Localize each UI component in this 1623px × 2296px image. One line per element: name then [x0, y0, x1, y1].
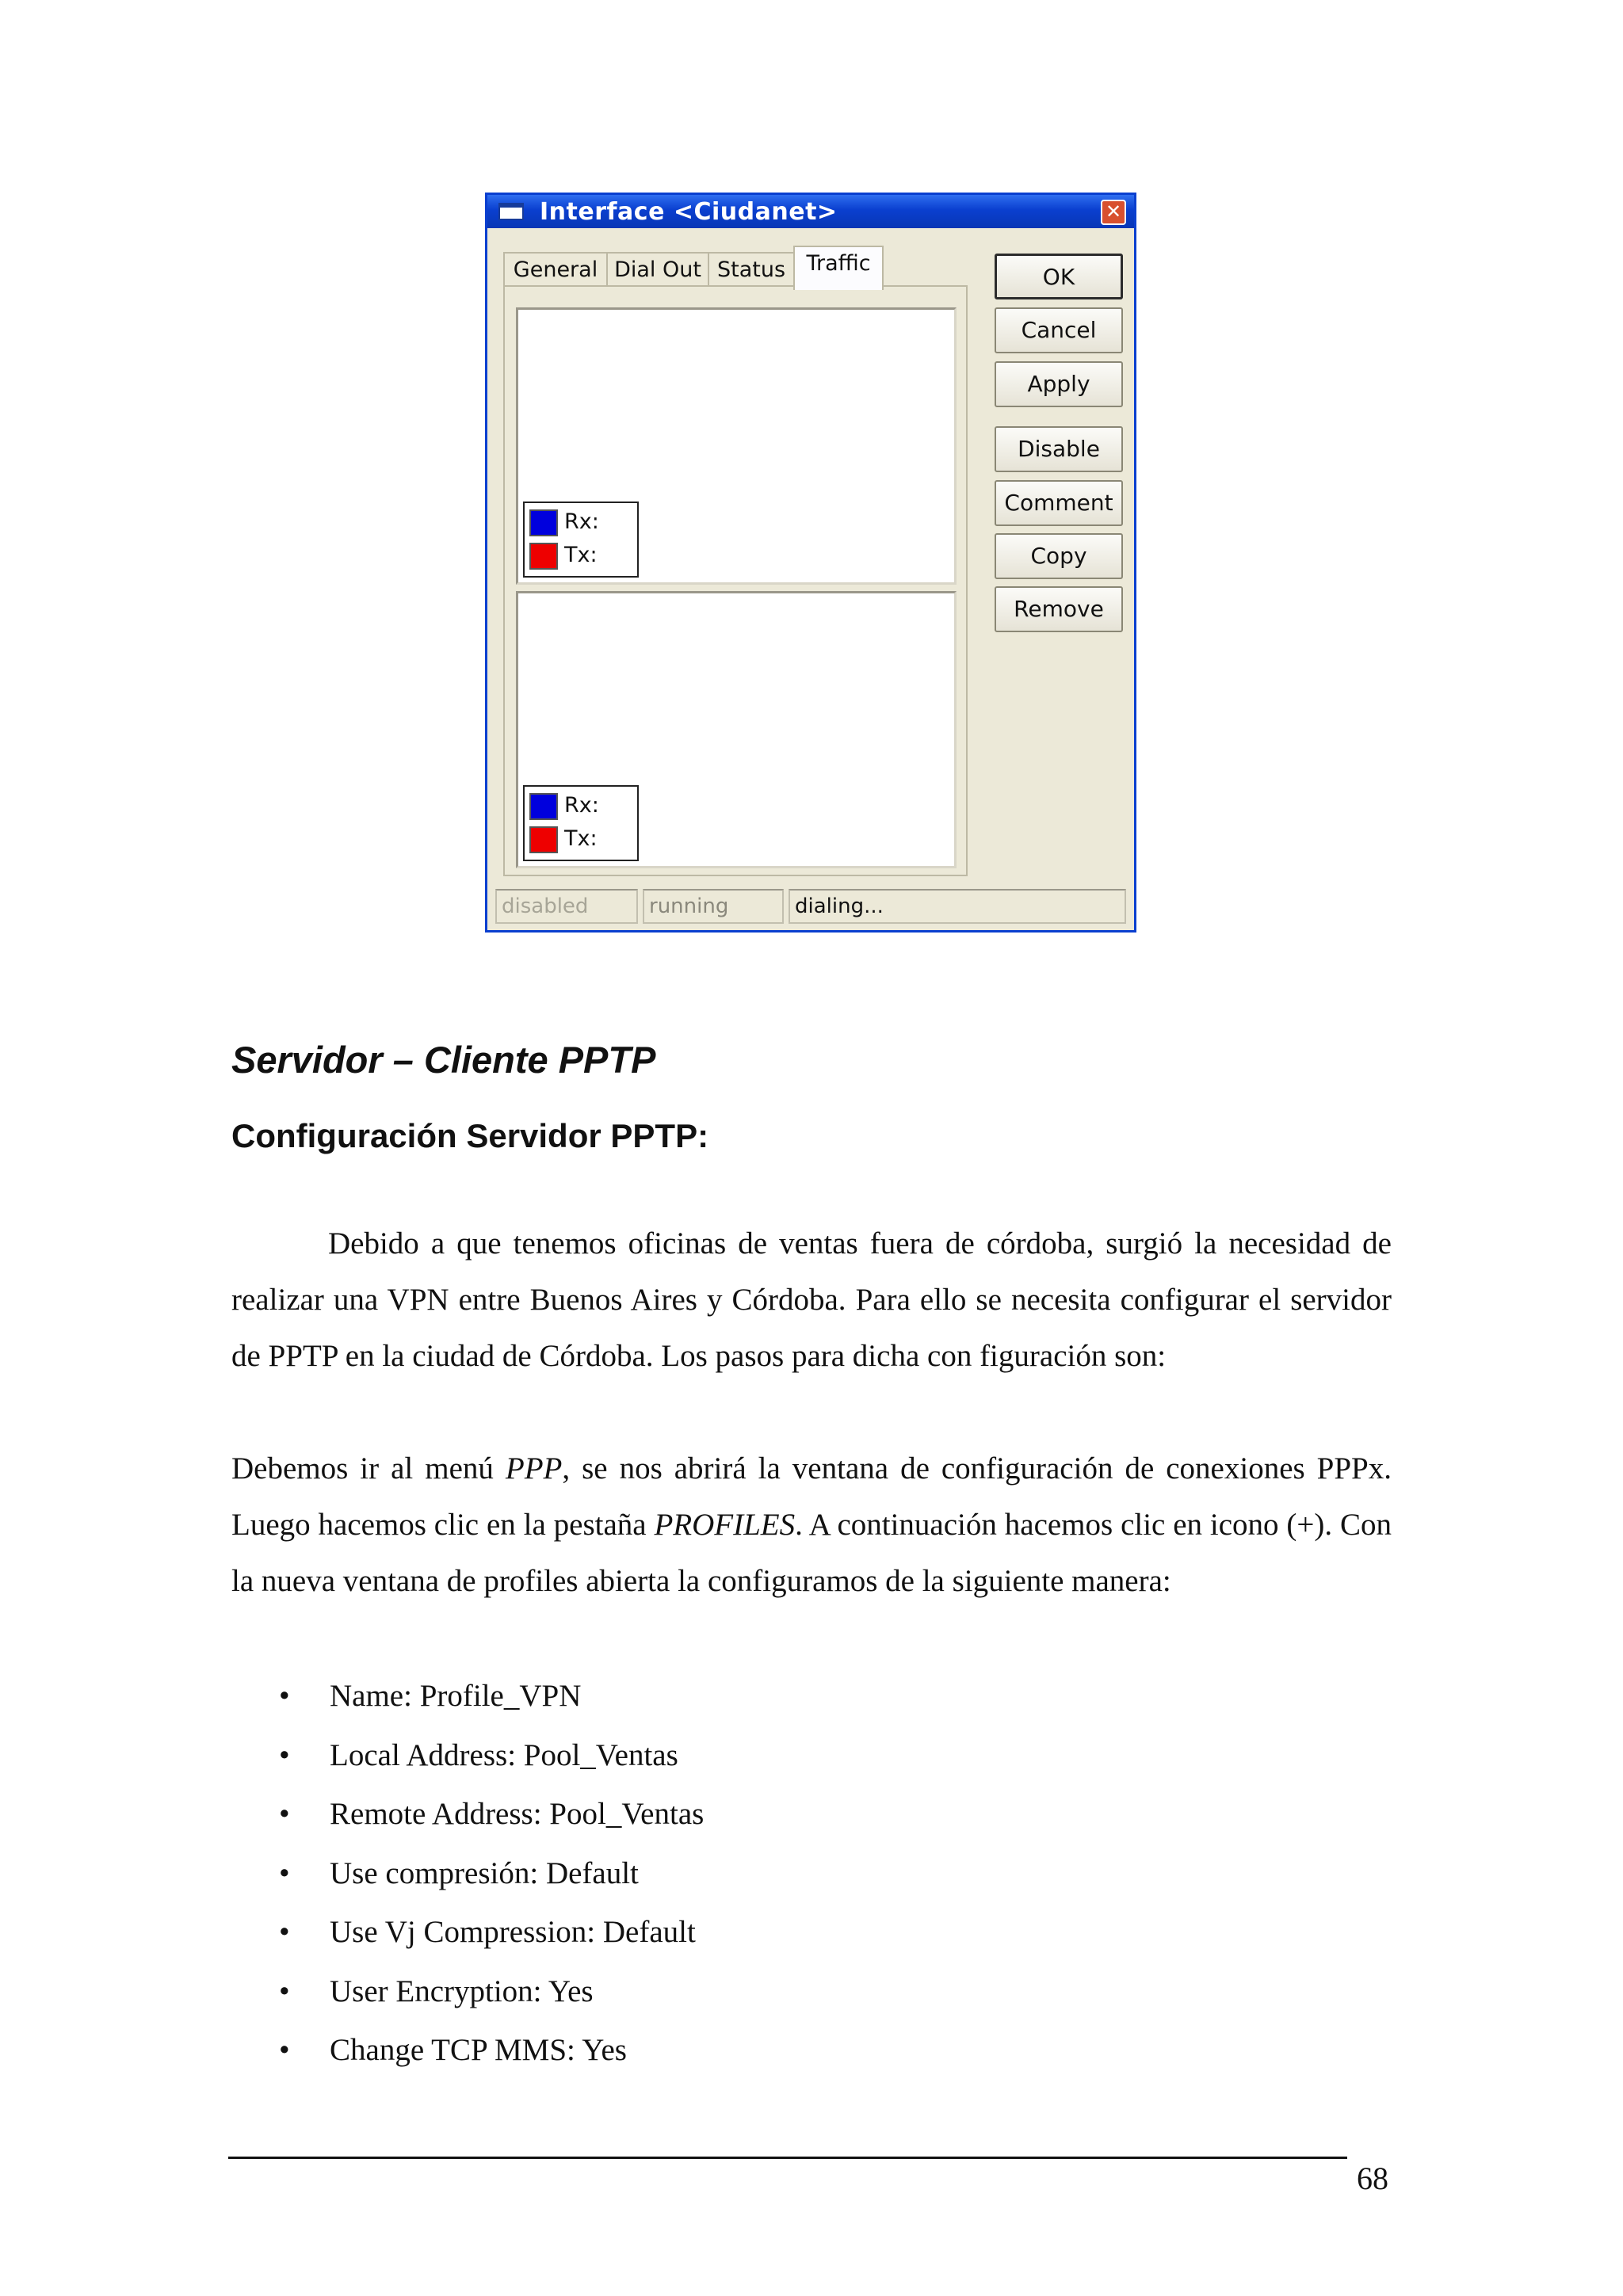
comment-button[interactable]: Comment — [995, 480, 1123, 526]
list-item-text: Name: Profile_VPN — [330, 1679, 582, 1713]
footer-divider — [228, 2157, 1347, 2159]
graph-legend — [523, 785, 639, 861]
status-bar — [495, 889, 1126, 925]
tab-traffic[interactable]: Traffic — [793, 246, 884, 290]
list-item — [231, 1726, 1392, 1786]
section-heading: Servidor – Cliente PPTP — [231, 1039, 656, 1081]
profile-settings-list — [231, 1667, 1392, 2081]
tx-color-swatch — [529, 543, 558, 570]
list-item — [231, 1844, 1392, 1904]
list-item — [231, 1903, 1392, 1962]
bullet-icon: • — [279, 1797, 290, 1831]
status-disabled: disabled — [495, 889, 638, 924]
bullet-icon: • — [279, 2033, 290, 2067]
tx-label: Tx: — [564, 826, 598, 851]
list-item-text: Use Vj Compression: Default — [330, 1915, 696, 1949]
ok-button[interactable]: OK — [995, 254, 1123, 299]
window-icon — [498, 203, 524, 220]
cancel-button[interactable]: Cancel — [995, 307, 1123, 353]
rx-color-swatch — [529, 793, 558, 820]
list-item — [231, 2021, 1392, 2081]
rx-label: Rx: — [564, 793, 599, 818]
traffic-graph-2 — [516, 591, 957, 868]
list-item — [231, 1667, 1392, 1726]
remove-button[interactable]: Remove — [995, 586, 1123, 632]
list-item-text: Change TCP MMS: Yes — [330, 2033, 627, 2067]
list-item-text: User Encryption: Yes — [330, 1974, 594, 2008]
bullet-icon: • — [279, 1855, 290, 1890]
list-item — [231, 1785, 1392, 1844]
dialog-titlebar[interactable] — [487, 195, 1134, 228]
graph-legend — [523, 502, 639, 578]
list-item — [231, 1962, 1392, 2022]
page-number: 68 — [1357, 2161, 1388, 2196]
list-item-text: Use compresión: Default — [330, 1855, 639, 1890]
tab-dial-out[interactable]: Dial Out — [606, 252, 709, 287]
tx-label: Tx: — [564, 543, 598, 567]
tx-color-swatch — [529, 826, 558, 853]
profiles-tab-emphasis: PROFILES — [654, 1508, 796, 1542]
rx-label: Rx: — [564, 509, 599, 534]
paragraph-intro: Debido a que tenemos oficinas de ventas fuera de córdoba, surgió la necesidad de realizar una VPN entre Buenos Aires y Córdoba. Para ello se necesita configurar el servidor de PPTP en la ciudad de Córdoba. Los pasos para dicha con figuración son: — [231, 1226, 1392, 1373]
status-running: running — [643, 889, 784, 924]
paragraph-steps-text-2: , se nos abrirá la ventana de configuración de conexiones PPPx. Luego hacemos clic en la pestaña — [231, 1451, 1392, 1542]
paragraph-steps-text-3: . A continuación hacemos clic en icono (+). Con la nueva ventana de profiles abierta la configuramos de la siguiente manera: — [231, 1508, 1392, 1598]
traffic-panel — [503, 285, 968, 876]
status-dialing: dialing... — [789, 889, 1126, 924]
tab-general[interactable]: General — [503, 252, 608, 287]
bullet-icon: • — [279, 1915, 290, 1949]
list-item-text: Remote Address: Pool_Ventas — [330, 1797, 705, 1831]
bullet-icon: • — [279, 1679, 290, 1713]
list-item-text: Local Address: Pool_Ventas — [330, 1737, 678, 1772]
disable-button[interactable]: Disable — [995, 426, 1123, 472]
close-icon[interactable]: ✕ — [1101, 200, 1126, 225]
rx-color-swatch — [529, 509, 558, 536]
tab-status[interactable]: Status — [708, 252, 795, 287]
interface-dialog — [485, 193, 1136, 933]
section-subheading: Configuración Servidor PPTP: — [231, 1117, 709, 1154]
copy-button[interactable]: Copy — [995, 533, 1123, 579]
bullet-icon: • — [279, 1737, 290, 1772]
paragraph-steps — [231, 1440, 1392, 1609]
menu-ppp-emphasis: PPP — [505, 1451, 563, 1486]
traffic-graph-1 — [516, 307, 957, 585]
paragraph-steps-text-1: Debemos ir al menú — [231, 1451, 506, 1486]
dialog-title: Interface <Ciudanet> — [540, 198, 838, 226]
apply-button[interactable]: Apply — [995, 361, 1123, 407]
bullet-icon: • — [279, 1974, 290, 2008]
